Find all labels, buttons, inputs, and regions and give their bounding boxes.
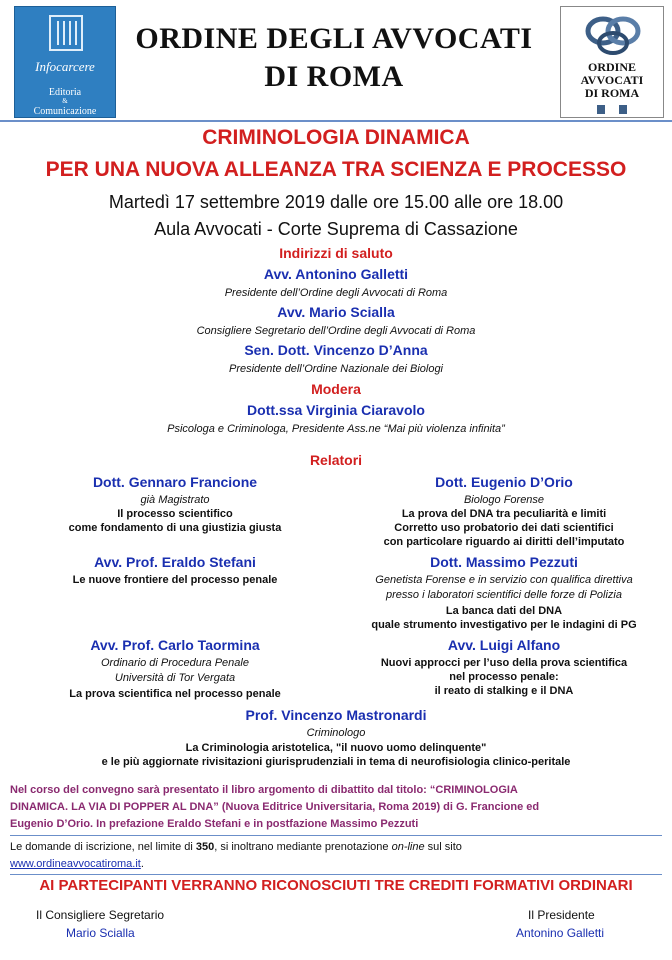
speaker-role: Presidente dell’Ordine degli Avvocati di Roma bbox=[224, 287, 448, 299]
talk-title: Corretto uso probatorio dei dati scientifici bbox=[394, 522, 614, 534]
registration-part: , si inoltrano mediante prenotazione bbox=[214, 841, 392, 853]
speaker-role: Biologo Forense bbox=[463, 494, 545, 506]
speaker-role: Università di Tor Vergata bbox=[114, 672, 236, 684]
knot-emblem-icon bbox=[583, 13, 643, 59]
speaker-role: Consigliere Segretario dell’Ordine degli Avvocati di Roma bbox=[196, 325, 476, 337]
logo-ordine: ORDINE bbox=[587, 60, 636, 74]
moderator-name: Dott.ssa Virginia Ciaravolo bbox=[247, 402, 425, 418]
book-line-1: Nel corso del convegno sarà presentato il libro argomento di dibattito dal titolo: “CRIMINOLOGIA bbox=[10, 784, 518, 796]
talk-title: Il processo scientifico bbox=[117, 508, 233, 520]
logo-line-1: Editoria bbox=[48, 87, 82, 98]
talk-title: La banca dati del DNA bbox=[445, 605, 563, 617]
registration-part: Le domande di iscrizione, nel limite di bbox=[10, 841, 196, 853]
ordine-avvocati-logo bbox=[560, 6, 664, 118]
talk-title: come fondamento di una giustizia giusta bbox=[68, 522, 282, 534]
speaker-name: Avv. Antonino Galletti bbox=[263, 266, 409, 282]
talk-title: Nuovi approcci per l’uso della prova scientifica bbox=[380, 657, 628, 669]
speaker-role: Criminologo bbox=[306, 727, 366, 739]
speaker-role: già Magistrato bbox=[140, 494, 210, 506]
event-venue: Aula Avvocati - Corte Suprema di Cassazione bbox=[154, 219, 518, 239]
greetings-heading: Indirizzi di saluto bbox=[279, 245, 393, 261]
logo-avvocati: AVVOCATI bbox=[580, 73, 644, 87]
registration-part: sul sito bbox=[424, 841, 462, 853]
registration-text bbox=[10, 839, 662, 855]
speakers-heading: Relatori bbox=[309, 452, 363, 468]
header bbox=[0, 0, 672, 122]
logo-line-3: Comunicazione bbox=[33, 106, 97, 117]
registration-limit: 350 bbox=[195, 841, 215, 853]
speaker-name-taormina: Avv. Prof. Carlo Taormina bbox=[90, 637, 260, 653]
logo-mark-left bbox=[597, 105, 605, 114]
book-icon bbox=[49, 15, 83, 51]
registration-end: . bbox=[140, 858, 144, 870]
logo-di-roma: DI ROMA bbox=[584, 86, 640, 100]
header-title-line-2: DI ROMA bbox=[264, 60, 404, 93]
moderator-role: Psicologa e Criminologa, Presidente Ass.ne “Mai più violenza infinita” bbox=[167, 423, 505, 435]
left-signature-name: Mario Scialla bbox=[66, 926, 135, 940]
divider bbox=[10, 835, 662, 836]
divider bbox=[10, 874, 662, 875]
logo-mark-right bbox=[619, 105, 627, 114]
event-title-line-2: PER UNA NUOVA ALLEANZA TRA SCIENZA E PROCESSO bbox=[45, 158, 627, 181]
event-title-line-1: CRIMINOLOGIA DINAMICA bbox=[202, 126, 470, 149]
speaker-name: Avv. Mario Scialla bbox=[277, 304, 395, 320]
speaker-role: Presidente dell’Ordine Nazionale dei Biologi bbox=[228, 363, 444, 375]
speaker-role: Genetista Forense e in servizio con qualifica direttiva bbox=[375, 574, 633, 586]
moderator-heading: Modera bbox=[311, 381, 361, 397]
talk-title: con particolare riguardo ai diritti dell’imputato bbox=[383, 536, 625, 548]
talk-title: La Criminologia aristotelica, "il nuovo uomo delinquente" bbox=[185, 742, 487, 754]
speaker-role: Ordinario di Procedura Penale bbox=[101, 657, 249, 669]
talk-title: Le nuove frontiere del processo penale bbox=[72, 574, 278, 586]
speaker-name-mastronardi: Prof. Vincenzo Mastronardi bbox=[245, 707, 427, 723]
registration-url-line bbox=[10, 856, 662, 872]
book-line-2: DINAMICA. LA VIA DI POPPER AL DNA” (Nuova Editrice Universitaria, Roma 2019) di G. Francione ed bbox=[10, 801, 540, 813]
speaker-name-alfano: Avv. Luigi Alfano bbox=[447, 637, 561, 653]
logo-brand: Infocarcere bbox=[35, 59, 95, 74]
right-signature-name: Antonino Galletti bbox=[516, 926, 605, 940]
talk-title: nel processo penale: bbox=[449, 671, 559, 683]
speaker-name-stefani: Avv. Prof. Eraldo Stefani bbox=[94, 554, 256, 570]
left-signature-title: Il Consigliere Segretario bbox=[36, 908, 165, 922]
credits-notice: AI PARTECIPANTI VERRANNO RICONOSCIUTI TRE CREDITI FORMATIVI ORDINARI bbox=[39, 877, 633, 894]
talk-title: La prova del DNA tra peculiarità e limiti bbox=[401, 508, 607, 520]
talk-title: il reato di stalking e il DNA bbox=[434, 685, 574, 697]
speaker-name-orio: Dott. Eugenio D’Orio bbox=[435, 474, 573, 490]
registration-online: on-line bbox=[391, 841, 425, 853]
talk-title: quale strumento investigativo per le indagini di PG bbox=[371, 619, 637, 631]
header-title-line-1: ORDINE DEGLI AVVOCATI bbox=[135, 22, 533, 55]
website-link[interactable]: www.ordineavvocatiroma.it bbox=[10, 858, 141, 870]
logo-line-2: & bbox=[62, 97, 68, 105]
speaker-name: Sen. Dott. Vincenzo D’Anna bbox=[244, 342, 428, 358]
speaker-role: presso i laboratori scientifici delle forze di Polizia bbox=[386, 589, 622, 601]
book-line-3: Eugenio D’Orio. In prefazione Eraldo Stefani e in postfazione Massimo Pezzuti bbox=[10, 818, 419, 830]
talk-title: La prova scientifica nel processo penale bbox=[69, 688, 281, 700]
right-signature-title: Il Presidente bbox=[528, 908, 595, 922]
speaker-name-pezzuti: Dott. Massimo Pezzuti bbox=[430, 554, 578, 570]
speaker-name-francione: Dott. Gennaro Francione bbox=[92, 474, 258, 490]
infocarcere-logo bbox=[14, 6, 116, 118]
event-date: Martedì 17 settembre 2019 dalle ore 15.00 alle ore 18.00 bbox=[108, 192, 564, 212]
talk-title: e le più aggiornate rivisitazioni giurisprudenziali in tema di neurofisiologia clinico-peritale bbox=[101, 756, 571, 768]
